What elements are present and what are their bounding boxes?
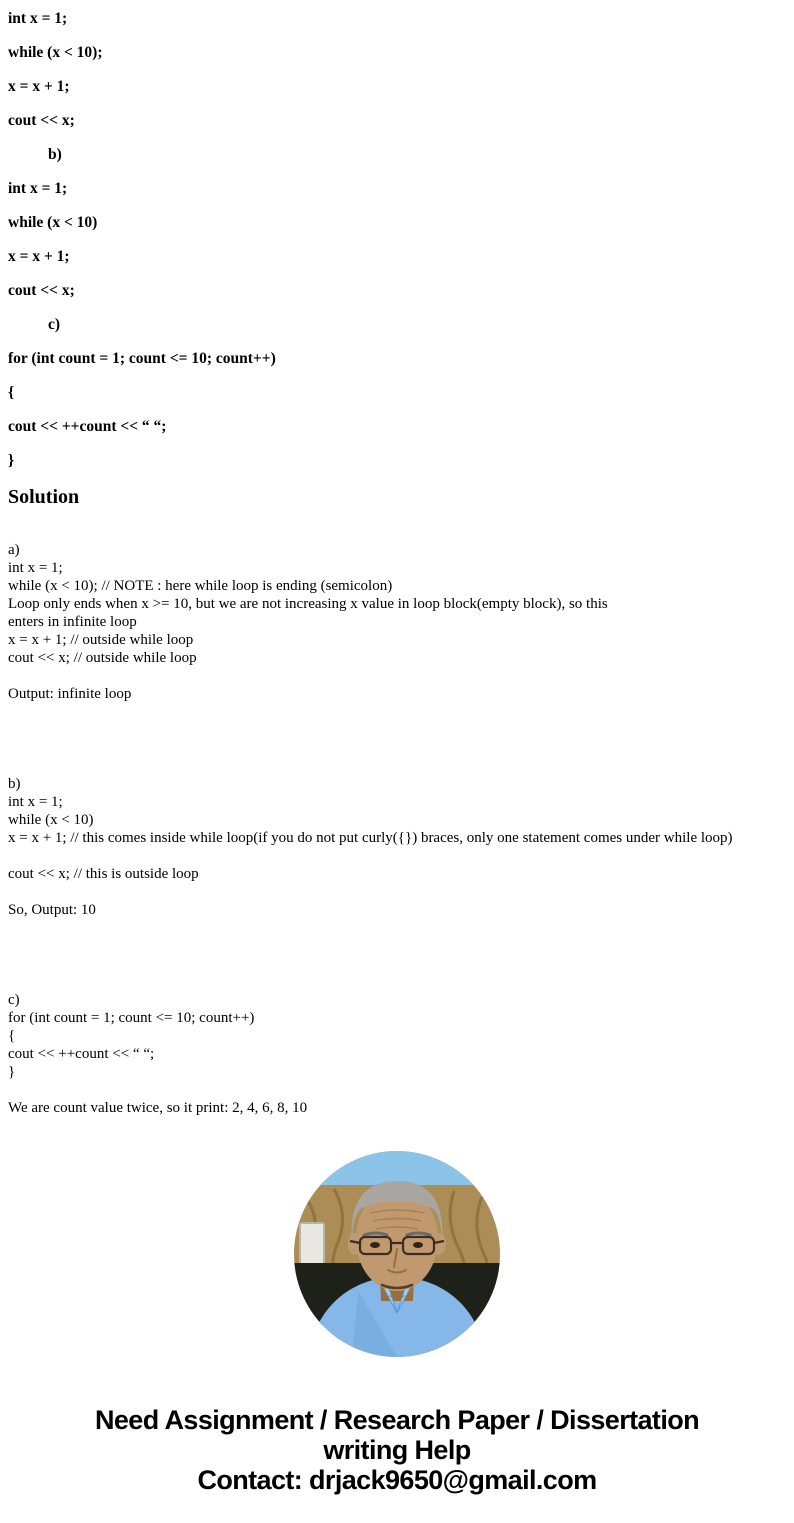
code-line: cout << x; — [8, 282, 75, 299]
solution-line: a) — [8, 542, 20, 558]
solution-line: x = x + 1; // outside while loop — [8, 632, 194, 648]
solution-line: int x = 1; — [8, 560, 63, 576]
code-line: cout << ++count << “ “; — [8, 418, 167, 435]
solution-line: We are count value twice, so it print: 2, 4, 6, 8, 10 — [8, 1100, 308, 1116]
solution-line: } — [8, 1064, 16, 1080]
code-line: x = x + 1; — [8, 248, 70, 265]
tutor-photo-container — [0, 1151, 794, 1357]
solution-line — [8, 667, 786, 685]
question-part-b-code — [8, 180, 786, 316]
solution-part-c — [0, 991, 794, 1117]
code-line: cout << x; — [8, 112, 75, 129]
question-part-b-label: b) — [48, 146, 62, 163]
footer-heading-line2: writing Help — [323, 1435, 471, 1465]
question-part-c-label: c) — [48, 316, 61, 333]
code-line: for (int count = 1; count <= 10; count++) — [8, 350, 276, 367]
photo-sky-strip — [294, 1151, 500, 1185]
solution-line: for (int count = 1; count <= 10; count++) — [8, 1010, 255, 1026]
solution-line — [8, 883, 786, 901]
solution-heading: Solution — [8, 486, 80, 508]
code-line: { — [8, 384, 15, 401]
solution-line: int x = 1; — [8, 794, 63, 810]
solution-line: So, Output: 10 — [8, 902, 96, 918]
code-line: while (x < 10) — [8, 214, 98, 231]
photo-wall-frame — [300, 1223, 324, 1269]
solution-line: Output: infinite loop — [8, 686, 132, 702]
code-line: while (x < 10); — [8, 44, 103, 61]
tutor-portrait-photo — [294, 1151, 500, 1357]
question-part-c-code — [8, 350, 786, 486]
question-part-a-code — [8, 10, 786, 146]
question-section — [0, 0, 794, 486]
solution-line: x = x + 1; // this comes inside while loop(if you do not put curly({}) braces, only one statement comes under while loop) — [8, 830, 733, 846]
footer-contact-email: Contact: drjack9650@gmail.com — [197, 1465, 597, 1495]
solution-line: enters in infinite loop — [8, 614, 137, 630]
tutor-eye-left — [370, 1242, 380, 1248]
footer-heading-line1: Need Assignment / Research Paper / Dissertation — [94, 1405, 700, 1435]
footer-ad — [0, 1405, 794, 1495]
code-line: } — [8, 452, 15, 469]
solution-line: c) — [8, 992, 20, 1008]
tutor-eye-right — [413, 1242, 423, 1248]
solution-line: while (x < 10); // NOTE : here while loop is ending (semicolon) — [8, 578, 393, 594]
code-line: x = x + 1; — [8, 78, 70, 95]
solution-part-a — [0, 541, 794, 703]
solution-line: cout << x; // this is outside loop — [8, 866, 199, 882]
solution-line: while (x < 10) — [8, 812, 94, 828]
solution-line: b) — [8, 776, 21, 792]
solution-part-b — [0, 775, 794, 919]
solution-line: cout << x; // outside while loop — [8, 650, 197, 666]
solution-line: Loop only ends when x >= 10, but we are not increasing x value in loop block(empty block), so this — [8, 596, 608, 612]
solution-line: { — [8, 1028, 16, 1044]
solution-line: cout << ++count << “ “; — [8, 1046, 155, 1062]
code-line: int x = 1; — [8, 180, 68, 197]
solution-line — [8, 847, 786, 865]
code-line: int x = 1; — [8, 10, 68, 27]
solution-line — [8, 1081, 786, 1099]
